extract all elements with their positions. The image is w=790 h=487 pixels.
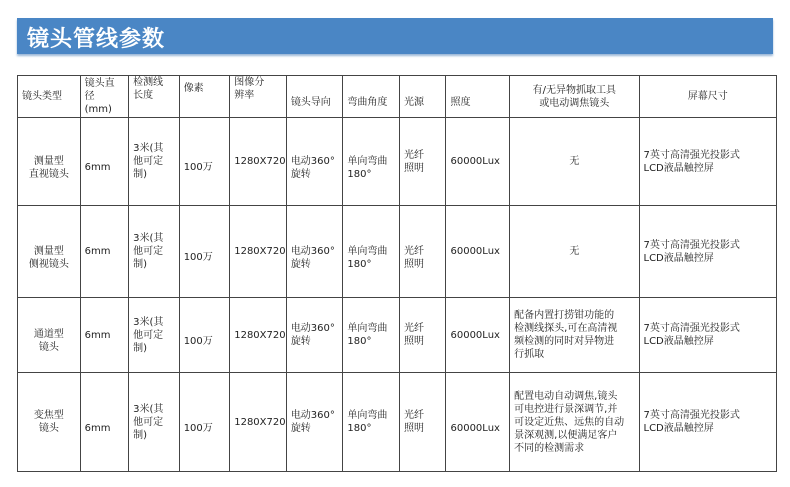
cell-bend-angle: 单向弯曲 180° [343, 373, 400, 472]
header-line-length: 检测线 长度 [129, 76, 180, 118]
cell-guidance: 电动360° 旋转 [286, 373, 343, 472]
cell-guidance: 电动360° 旋转 [286, 118, 343, 206]
cell-lens-type: 测量型 侧视镜头 [18, 206, 81, 298]
header-screen-size: 屏幕尺寸 [639, 76, 777, 118]
cell-line-length: 3米(其 他可定 制) [129, 206, 180, 298]
cell-pixels: 100万 [179, 206, 230, 298]
cell-diameter: 6mm [80, 298, 129, 373]
table-row [18, 206, 777, 298]
cell-diameter: 6mm [80, 206, 129, 298]
cell-illuminance: 60000Lux [446, 118, 510, 206]
header-resolution: 图像分 辨率 [230, 76, 287, 118]
cell-light-source: 光纤 照明 [400, 298, 446, 373]
cell-light-source: 光纤 照明 [400, 373, 446, 472]
spec-table [17, 75, 777, 472]
header-tool: 有/无异物抓取工具 或电动调焦镜头 [510, 76, 639, 118]
cell-diameter: 6mm [80, 118, 129, 206]
header-lens-type: 镜头类型 [18, 76, 81, 118]
cell-line-length: 3米(其 他可定 制) [129, 298, 180, 373]
cell-tool: 配置电动自动调焦,镜头 可电控进行景深调节,并 可设定近焦、远焦的自动 景深观测,以便满足客户 不同的检测需求 [510, 373, 639, 472]
cell-bend-angle: 单向弯曲 180° [343, 118, 400, 206]
cell-screen-size: 7英寸高清强光投影式 LCD液晶触控屏 [639, 373, 777, 472]
cell-bend-angle: 单向弯曲 180° [343, 206, 400, 298]
cell-guidance: 电动360° 旋转 [286, 206, 343, 298]
table-row [18, 118, 777, 206]
header-guidance: 镜头导向 [286, 76, 343, 118]
header-light-source: 光源 [400, 76, 446, 118]
header-bend-angle: 弯曲角度 [343, 76, 400, 118]
cell-lens-type: 通道型 镜头 [18, 298, 81, 373]
cell-line-length: 3米(其 他可定 制) [129, 118, 180, 206]
cell-bend-angle: 单向弯曲 180° [343, 298, 400, 373]
table-row [18, 298, 777, 373]
header-illuminance: 照度 [446, 76, 510, 118]
cell-guidance: 电动360° 旋转 [286, 298, 343, 373]
cell-illuminance: 60000Lux [446, 206, 510, 298]
cell-line-length: 3米(其 他可定 制) [129, 373, 180, 472]
cell-pixels: 100万 [179, 118, 230, 206]
cell-screen-size: 7英寸高清强光投影式 LCD液晶触控屏 [639, 118, 777, 206]
cell-pixels: 100万 [179, 298, 230, 373]
cell-illuminance: 60000Lux [446, 298, 510, 373]
cell-light-source: 光纤 照明 [400, 206, 446, 298]
cell-lens-type: 变焦型 镜头 [18, 373, 81, 472]
cell-resolution: 1280X720 [230, 118, 287, 206]
cell-screen-size: 7英寸高清强光投影式 LCD液晶触控屏 [639, 298, 777, 373]
cell-tool: 无 [510, 206, 639, 298]
cell-pixels: 100万 [179, 373, 230, 472]
cell-light-source: 光纤 照明 [400, 118, 446, 206]
cell-tool: 无 [510, 118, 639, 206]
header-row [18, 76, 777, 118]
title-bar [17, 18, 773, 54]
cell-lens-type: 测量型 直视镜头 [18, 118, 81, 206]
cell-resolution: 1280X720 [230, 206, 287, 298]
cell-resolution: 1280X720 [230, 373, 287, 472]
table-row [18, 373, 777, 472]
header-pixels: 像素 [179, 76, 230, 118]
page-title: 镜头管线参数 [27, 27, 166, 52]
cell-tool: 配备内置打捞钳功能的 检测线探头,可在高清视 频检测的同时对异物进 行抓取 [510, 298, 639, 373]
cell-screen-size: 7英寸高清强光投影式 LCD液晶触控屏 [639, 206, 777, 298]
cell-diameter: 6mm [80, 373, 129, 472]
cell-illuminance: 60000Lux [446, 373, 510, 472]
cell-resolution: 1280X720 [230, 298, 287, 373]
header-diameter: 镜头直径 (mm) [80, 76, 129, 118]
